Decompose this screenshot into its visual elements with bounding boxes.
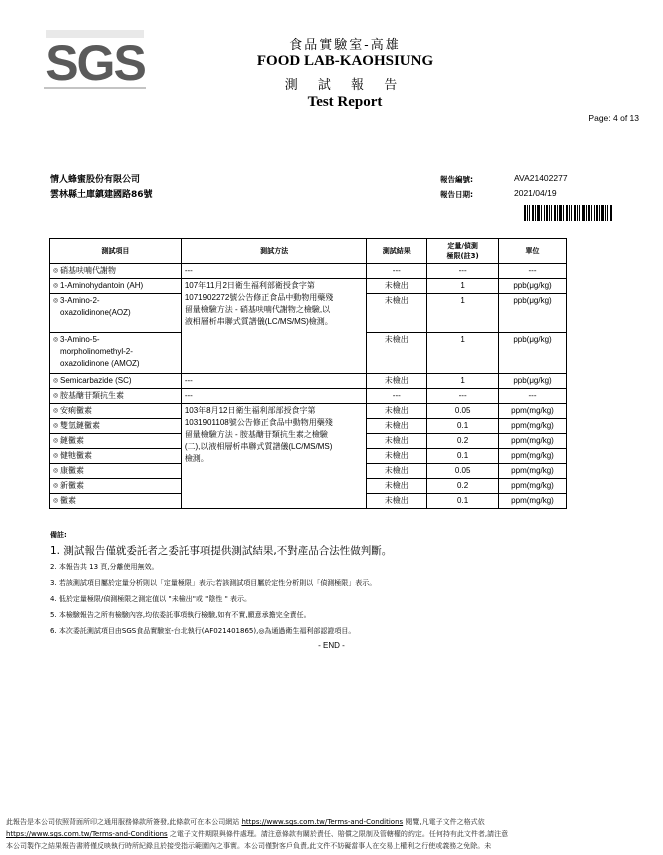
bullet-icon: ◎ — [53, 378, 59, 384]
report-number: AVA21402277 — [514, 173, 568, 183]
notes-title: 備註: — [50, 531, 67, 539]
results-table — [49, 238, 567, 509]
table-row: ◎ 鏈黴素 未檢出 0.2 ppm(mg/kg) — [50, 434, 567, 449]
note-2: 2. 本報告共 13 頁,分離使用無效。 — [50, 563, 159, 571]
table-row: ◎ 健牠黴素 未檢出 0.1 ppm(mg/kg) — [50, 449, 567, 464]
client-name: 情人蜂蜜股份有限公司 — [50, 175, 141, 185]
table-row: ◎ Semicarbazide (SC) --- 未檢出 1 ppb(μg/kg) — [50, 374, 567, 389]
report-title-cn: 測 試 報 告 — [284, 78, 406, 93]
table-row: ◎ 雙氫鏈黴素 未檢出 0.1 ppm(mg/kg) — [50, 419, 567, 434]
terms-link[interactable]: https://www.sgs.com.tw/Terms-and-Conditions — [241, 818, 404, 826]
footer-line-2: https://www.sgs.com.tw/Terms-and-Conditions 之電子文件期限與條件處理。請注意條款有關於責任、賠償之限制及管轄權的約定。任何持有此文件者,請注意 — [6, 830, 509, 838]
bullet-icon: ◎ — [53, 453, 59, 459]
terms-link-2[interactable]: https://www.sgs.com.tw/Terms-and-Conditions — [6, 830, 168, 838]
header-item: 測試項目 — [50, 239, 182, 264]
table-row: ◎ 3-Amino-5- morpholinomethyl-2- oxazolidinone (AMOZ) 未檢出 1 ppb(μg/kg) — [50, 333, 567, 374]
table-row: ◎ 安痢黴素 103年8月12日衛生福利部部授食字第 1031901108號公告修正食品中動物用藥殘 留量檢驗方法 - 胺基醣苷類抗生素之檢驗 (二),以液相層析串聯式質譜儀(LC/MS/MS) 檢測。 未檢出 0.05 ppm(mg/kg) — [50, 404, 567, 419]
client-address: 雲林縣土庫鎮建國路86號 — [50, 190, 153, 200]
bullet-icon: ◎ — [53, 283, 59, 289]
report-title-en: Test Report — [307, 94, 383, 110]
header-result: 測試結果 — [367, 239, 427, 264]
lab-name-en: FOOD LAB-KAOHSIUNG — [256, 53, 434, 69]
bullet-icon: ◎ — [53, 298, 59, 304]
method-nitrofuran: 107年11月2日衛生福利部衛授食字第 1071902272號公告修正食品中動物用藥殘 留量檢驗方法 - 硝基呋喃代謝物之檢驗,以 液相層析串聯式質譜儀(LC/MS/MS)檢測。 — [181, 279, 367, 374]
method-aminoglycoside: 103年8月12日衛生福利部部授食字第 1031901108號公告修正食品中動物用藥殘 留量檢驗方法 - 胺基醣苷類抗生素之檢驗 (二),以液相層析串聯式質譜儀(LC/MS/MS) 檢測。 — [181, 404, 367, 509]
bullet-icon: ◎ — [53, 468, 59, 474]
header-method: 測試方法 — [181, 239, 367, 264]
report-date-label: 報告日期: — [440, 190, 473, 199]
bullet-icon: ◎ — [53, 498, 59, 504]
lab-name-cn: 食品實驗室-高雄 — [289, 38, 401, 53]
note-1: 1. 測試報告僅就委託者之委託事項提供測試結果,不對產品合法性做判斷。 — [50, 545, 393, 557]
note-3: 3. 若該測試項目屬於定量分析則以「定量極限」表示;若該測試項目屬於定性分析則以「偵測極限」表示。 — [50, 579, 377, 587]
bullet-icon: ◎ — [53, 337, 59, 343]
report-date: 2021/04/19 — [514, 188, 557, 198]
header-unit: 單位 — [499, 239, 567, 264]
bullet-icon: ◎ — [53, 423, 59, 429]
report-number-label: 報告編號: — [440, 175, 473, 184]
table-row: ◎ 3-Amino-2- oxazolidinone(AOZ) 未檢出 1 ppb(μg/kg) — [50, 294, 567, 333]
note-4: 4. 低於定量極限/偵測極限之測定值以 "未檢出"或 "陰性 " 表示。 — [50, 595, 252, 603]
table-row: ◎ 康黴素 未檢出 0.05 ppm(mg/kg) — [50, 464, 567, 479]
bullet-icon: ◎ — [53, 438, 59, 444]
footer-line-1: 此報告是本公司依照背面所印之通用服務條款所簽發,此條款可在本公司網站 https://www.sgs.com.tw/Terms-and-Conditions 閱覽,凡電子文件之格式依 — [6, 818, 485, 826]
table-row: ◎ 黴素 未檢出 0.1 ppm(mg/kg) — [50, 494, 567, 509]
bullet-icon: ◎ — [53, 393, 59, 399]
table-row: ◎ 胺基醣苷類抗生素 --- --- --- --- — [50, 389, 567, 404]
footer-line-3: 本公司製作之結果報告書將僅反映執行時所紀錄且於接受指示範圍內之事實。本公司僅對客戶負責,此文件不妨礙當事人在交易上權利之行使或義務之免除。未 — [6, 842, 492, 850]
table-row: ◎ 新黴素 未檢出 0.2 ppm(mg/kg) — [50, 479, 567, 494]
bullet-icon: ◎ — [53, 408, 59, 414]
note-5: 5. 本檢驗報告之所有檢驗內容,均依委託事項執行檢驗,如有不實,願意承擔完全責任。 — [50, 611, 311, 619]
bullet-icon: ◎ — [53, 483, 59, 489]
note-6: 6. 本次委託測試項目由SGS食品實驗室-台北執行(AF021401865),◎為通過衛生福利部認證項目。 — [50, 627, 356, 635]
barcode — [524, 205, 612, 221]
header-limit: 定量/偵測 極限(註3) — [427, 239, 499, 264]
end-marker: - END - — [318, 641, 345, 650]
page-number: Page: 4 of 13 — [588, 113, 639, 123]
logo-text: SGS — [45, 35, 145, 91]
table-header-row — [50, 239, 567, 264]
table-row: ◎ 硝基呋喃代謝物 --- --- --- --- — [50, 264, 567, 279]
bullet-icon: ◎ — [53, 268, 59, 274]
table-row: ◎ 1-Aminohydantoin (AH) 107年11月2日衛生福利部衛授食字第 1071902272號公告修正食品中動物用藥殘 留量檢驗方法 - 硝基呋喃代謝物之檢驗,以 液相層析串聯式質譜儀(LC/MS/MS)檢測。 未檢出 1 ppb(μg/kg) — [50, 279, 567, 294]
sgs-logo — [40, 28, 150, 92]
